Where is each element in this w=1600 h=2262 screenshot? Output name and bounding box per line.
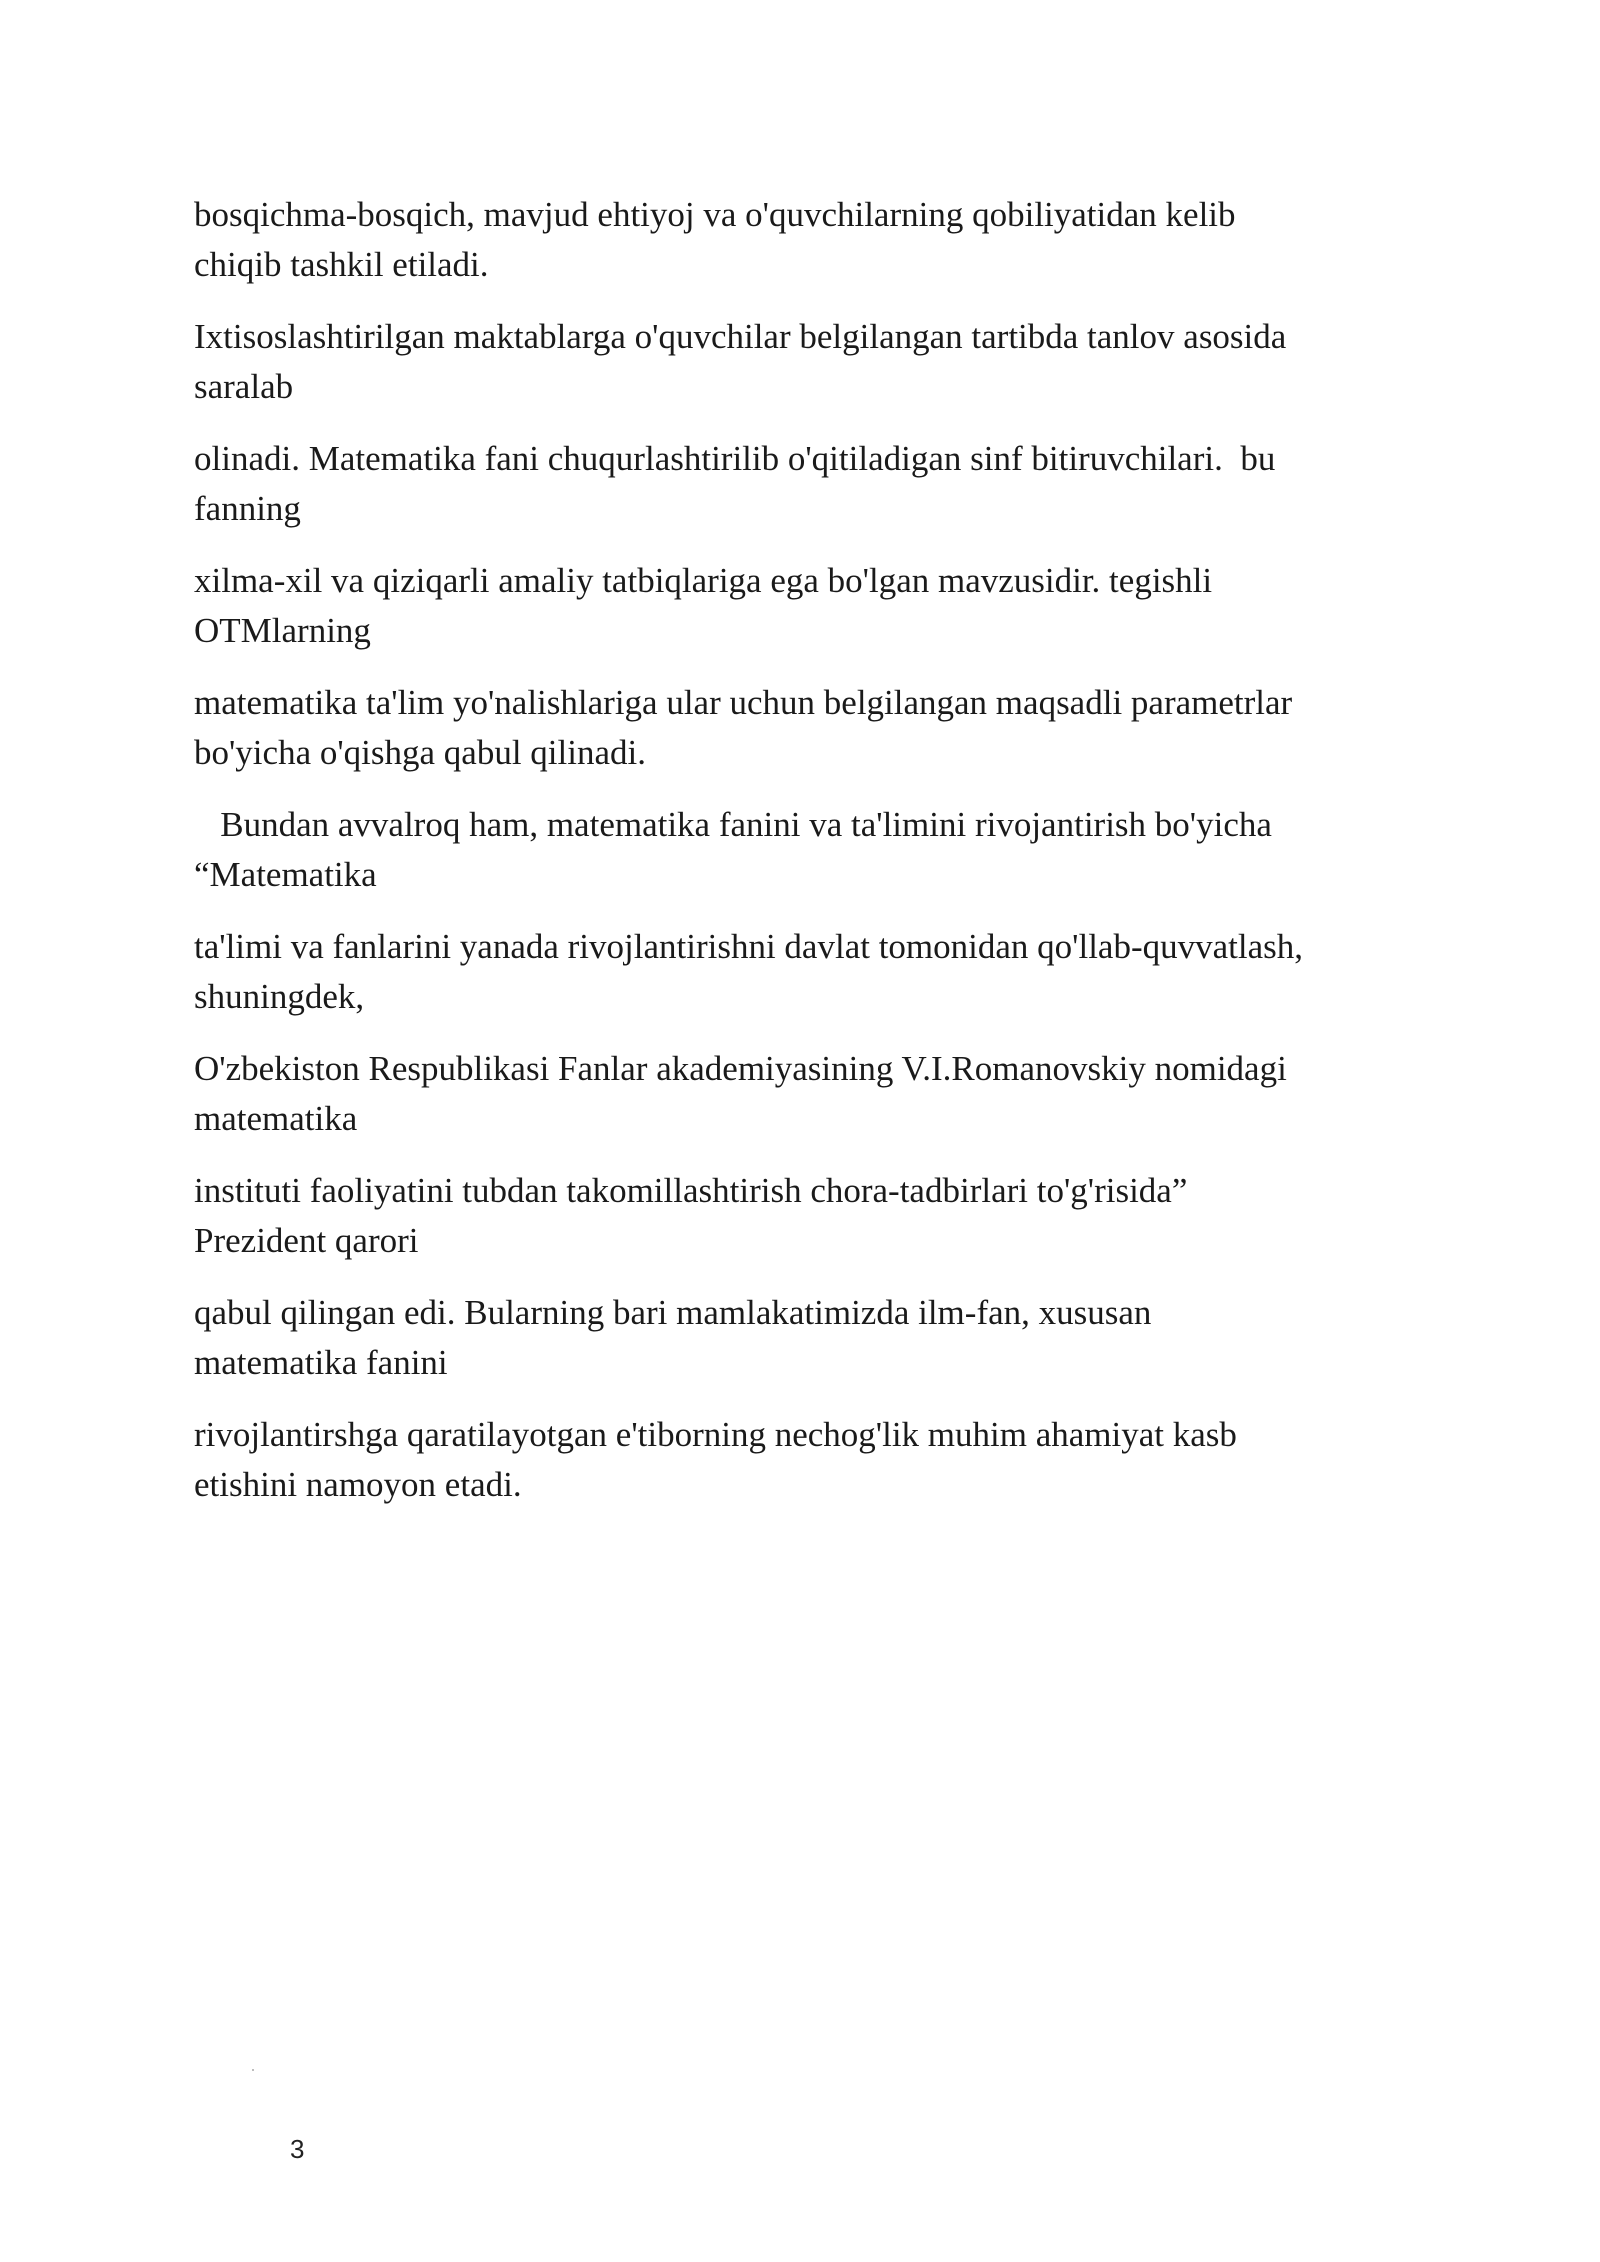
paragraph-7: ta'limi va fanlarini yanada rivojlantirishni davlat tomonidan qo'llab-quvvatlash, shuningdek, <box>194 927 1303 1016</box>
paragraph-11: rivojlantirshga qaratilayotgan e'tiborning nechog'lik muhim ahamiyat kasb etishini namoyon etadi. <box>194 1415 1237 1504</box>
page-dot-mark <box>252 2069 254 2071</box>
body-text <box>194 190 1414 1532</box>
paragraph-9: instituti faoliyatini tubdan takomillashtirish chora-tadbirlari to'g'risida” Prezident qarori <box>194 1171 1188 1260</box>
paragraph-1: bosqichma-bosqich, mavjud ehtiyoj va o'quvchilarning qobiliyatidan kelib chiqib tashkil etiladi. <box>194 195 1236 284</box>
page-number: 3 <box>290 2134 305 2164</box>
paragraph-6: Bundan avvalroq ham, matematika fanini va ta'limini rivojantirish bo'yicha “Matematika <box>194 805 1272 894</box>
paragraph-5: matematika ta'lim yo'nalishlariga ular uchun belgilangan maqsadli parametrlar bo'yicha o'qishga qabul qilinadi. <box>194 683 1293 772</box>
paragraph-2: Ixtisoslashtirilgan maktablarga o'quvchilar belgilangan tartibda tanlov asosida saralab <box>194 317 1287 406</box>
paragraph-3: olinadi. Matematika fani chuqurlashtirilib o'qitiladigan sinf bitiruvchilari. bu fanning <box>194 439 1276 528</box>
paragraph-10: qabul qilingan edi. Bularning bari mamlakatimizda ilm-fan, xususan matematika fanini <box>194 1293 1152 1382</box>
paragraph-4: xilma-xil va qiziqarli amaliy tatbiqlariga ega bo'lgan mavzusidir. tegishli OTMlarning <box>194 561 1213 650</box>
paragraph-8: O'zbekiston Respublikasi Fanlar akademiyasining V.I.Romanovskiy nomidagi matematika <box>194 1049 1287 1138</box>
